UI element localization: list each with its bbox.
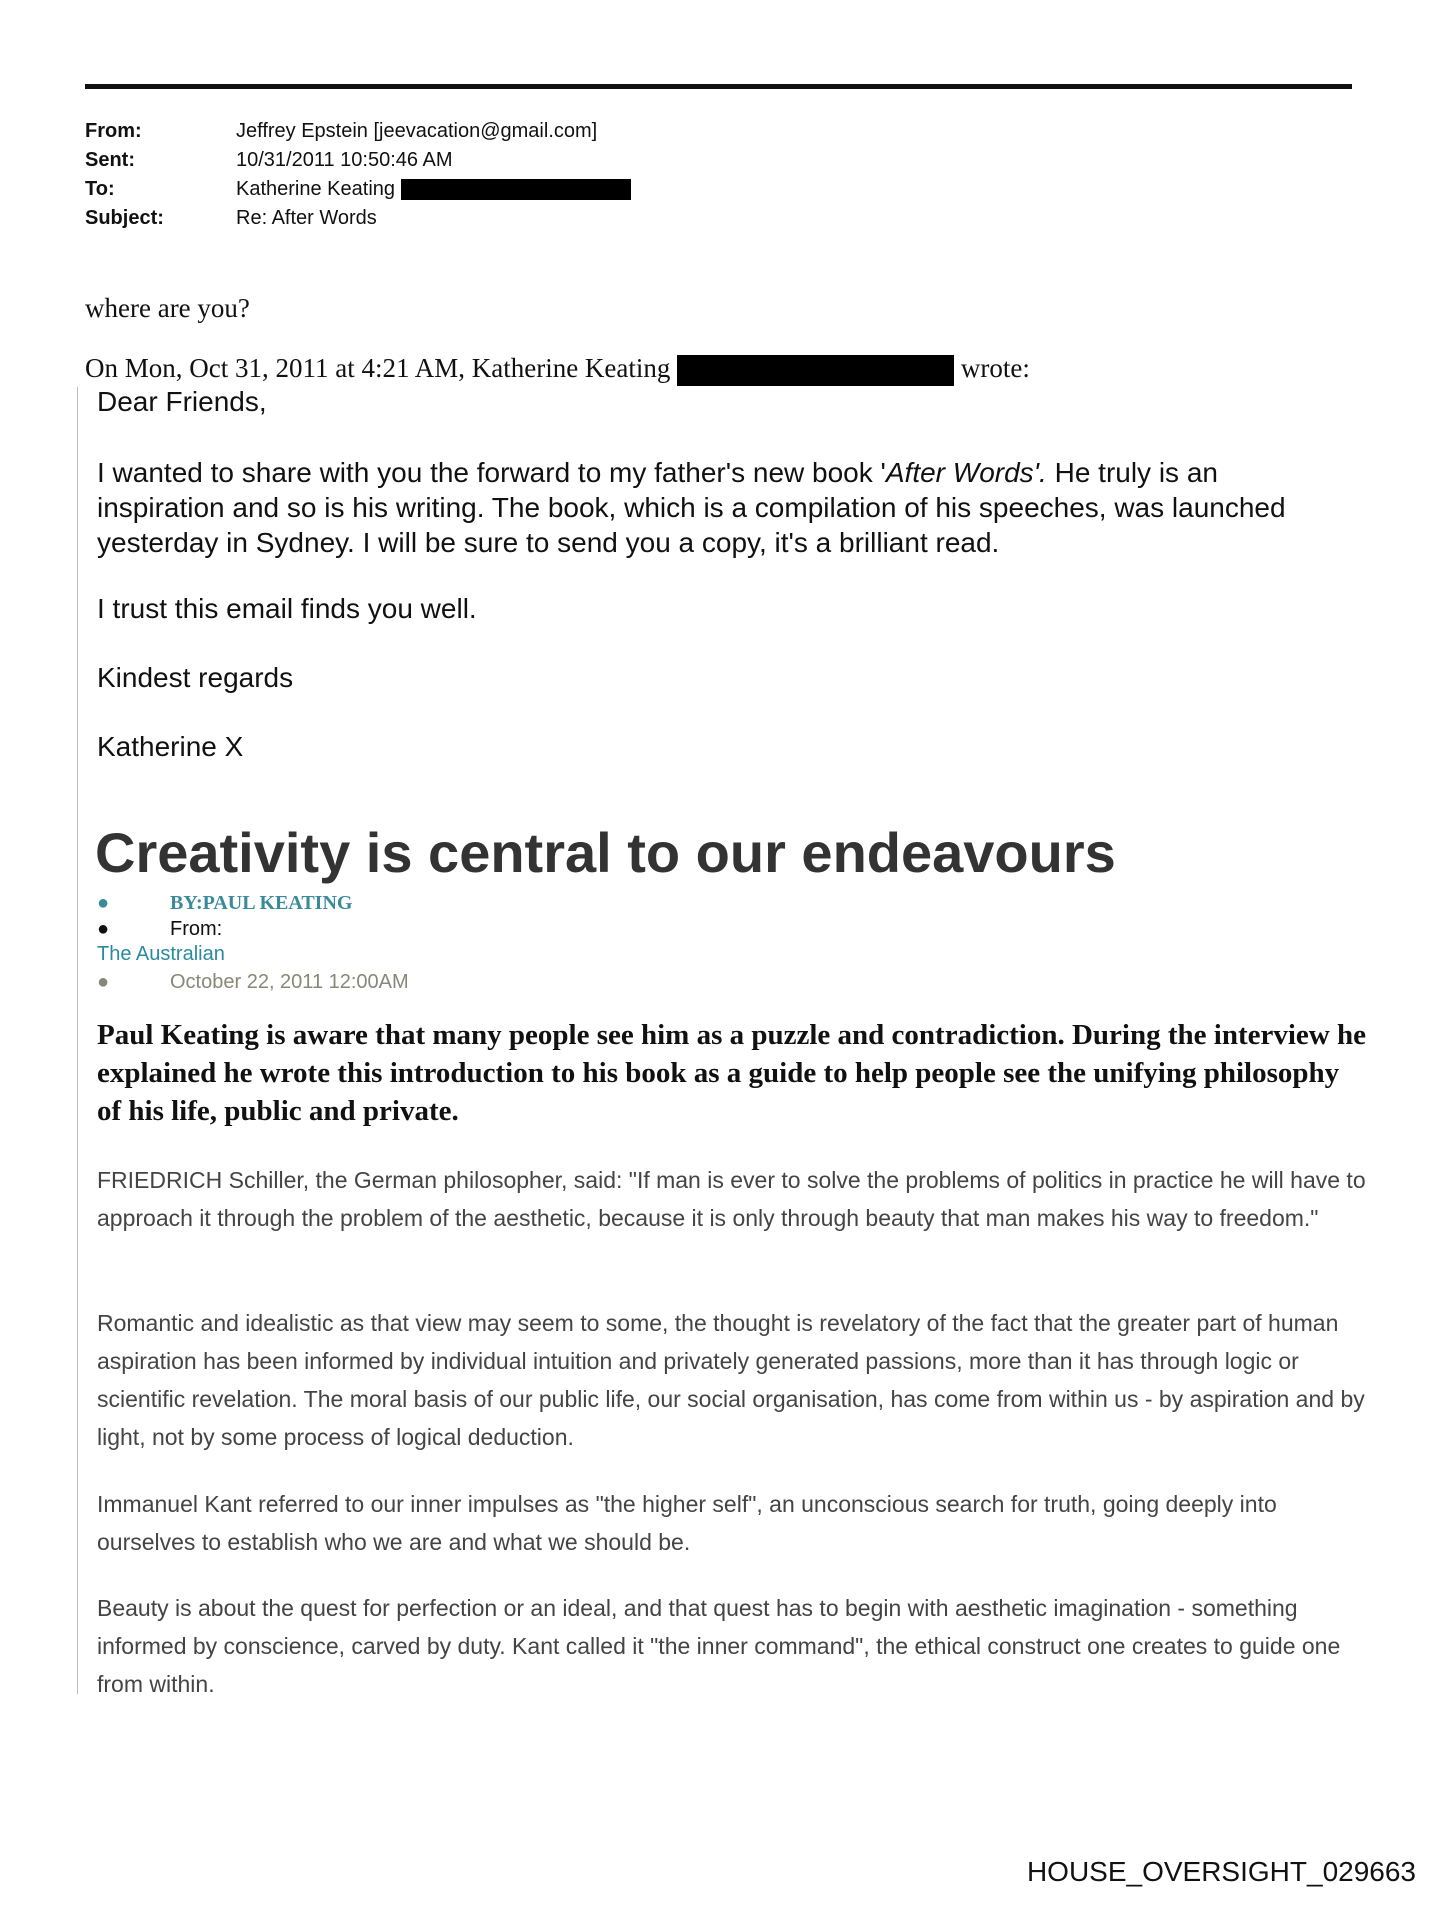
greeting: Dear Friends, [97, 386, 267, 417]
article-title: Creativity is central to our endeavours [95, 821, 1116, 884]
subject-row [85, 206, 377, 230]
quote-header [85, 353, 1030, 386]
redaction-box [677, 355, 954, 386]
redaction-box [401, 179, 631, 200]
book-title: After Words'. [885, 457, 1047, 488]
bates-number: HOUSE_OVERSIGHT_029663 [1026, 1856, 1416, 1887]
header-rule [85, 84, 1352, 89]
signature: Katherine X [97, 731, 244, 762]
sent-value: 10/31/2011 10:50:46 AM [236, 149, 453, 171]
reply-text: where are you? [85, 293, 250, 323]
sent-row [85, 148, 452, 172]
bullet-icon: ● [97, 918, 110, 940]
article-paragraph: FRIEDRICH Schiller, the German philosopher, said: "If man is ever to solve the problems of politics in practice he will have to approach it through the problem of the aesthetic, because it is only through beauty that man makes his way to freedom." [97, 1167, 1366, 1231]
closing: Kindest regards [97, 662, 294, 693]
date-item [97, 971, 409, 994]
byline-item [97, 892, 352, 915]
bullet-icon: ● [97, 971, 110, 993]
article-paragraph: Beauty is about the quest for perfection or an ideal, and that quest has to begin with aesthetic imagination - something informed by conscience, carved by duty. Kant called it "the inner command", the ethical construct one creates to guide one from within. [97, 1595, 1341, 1697]
from-label: From: [85, 120, 142, 142]
wellwish: I trust this email finds you well. [97, 593, 477, 624]
subject-value: Re: After Words [236, 207, 377, 229]
intro-text-cont: He truly is an inspiration and so is his writing. The book, which is a compilation of his speeches, was launched yesterday in Sydney. I will be sure to send you a copy, it's a brilliant read. [97, 457, 1286, 558]
article-lead: Paul Keating is aware that many people see him as a puzzle and contradiction. During the interview he explained he wrote this introduction to his book as a guide to help people see the unifying philosophy of his life, public and private. [97, 1019, 1366, 1127]
sent-label: Sent: [85, 149, 135, 171]
subject-label: Subject: [85, 207, 164, 229]
byline[interactable]: BY:PAUL KEATING [170, 892, 353, 914]
article-paragraph: Romantic and idealistic as that view may seem to some, the thought is revelatory of the fact that the greater part of human aspiration has been informed by individual intuition and privately generated passions, more than it has through logic or scientific revelation. The moral basis of our public life, our social organisation, has come from within us - by aspiration and by light, not by some process of logical deduction. [97, 1310, 1365, 1450]
article-paragraph: Immanuel Kant referred to our inner impulses as "the higher self", an unconscious search for truth, going deeply into ourselves to establish who we are and what we should be. [97, 1491, 1277, 1555]
quote-border [77, 387, 78, 1694]
to-row [85, 177, 631, 201]
from-row [85, 119, 597, 143]
bullet-icon: ● [97, 892, 110, 914]
intro-paragraph [97, 455, 1347, 560]
quote-header-text: On Mon, Oct 31, 2011 at 4:21 AM, Katherine Keating [85, 353, 671, 383]
from-item [97, 918, 222, 941]
from-value: Jeffrey Epstein [jeevacation@gmail.com] [236, 120, 598, 142]
article-from-label: From: [170, 918, 223, 940]
intro-text: I wanted to share with you the forward to my father's new book ' [97, 457, 886, 488]
source-link[interactable]: The Australian [97, 943, 225, 965]
to-value: Katherine Keating [236, 178, 396, 200]
quote-header-wrote: wrote: [960, 353, 1030, 383]
article-date: October 22, 2011 12:00AM [170, 971, 409, 993]
to-label: To: [85, 178, 115, 200]
